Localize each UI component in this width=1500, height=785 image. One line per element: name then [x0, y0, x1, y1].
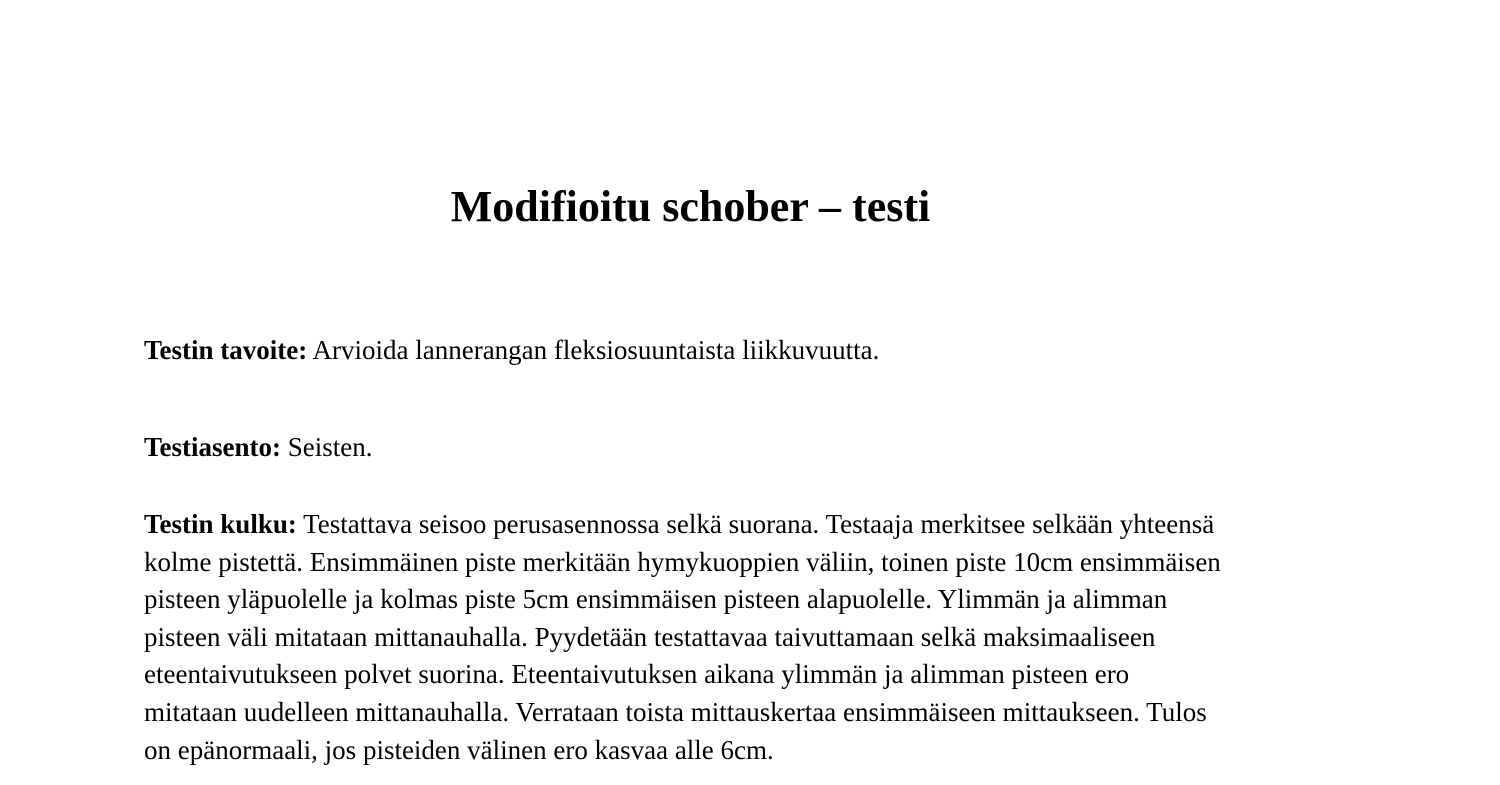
- section-testiasento: [144, 429, 373, 467]
- line-text: Testattava seisoo perusasennossa selkä suorana. Testaaja merkitsee selkään yhteensä: [296, 509, 1215, 539]
- section-tavoite: [144, 332, 879, 370]
- paragraph-line: on epänormaali, jos pisteiden välinen ero kasvaa alle 6cm.: [144, 734, 774, 765]
- section-text: Seisten.: [281, 432, 373, 462]
- section-label: Testiasento:: [144, 432, 282, 462]
- section-label: Testin tavoite:: [144, 335, 308, 365]
- paragraph-line: pisteen väli mitataan mittanauhalla. Pyydetään testattavaa taivuttamaan selkä maksimaaliseen: [144, 621, 1156, 652]
- section-text: Arvioida lannerangan fleksiosuuntaista liikkuvuutta.: [307, 335, 880, 365]
- section-kulku: [144, 506, 1221, 769]
- paragraph-line: pisteen yläpuolelle ja kolmas piste 5cm ensimmäisen pisteen alapuolelle. Ylimmän ja alimman: [144, 584, 1168, 615]
- document-title: Modifioitu schober – testi: [450, 182, 931, 231]
- paragraph-line: kolme pistettä. Ensimmäinen piste merkitään hymykuoppien väliin, toinen piste 10cm ensimmäisen: [144, 546, 1221, 577]
- paragraph-line: mitataan uudelleen mittanauhalla. Verrataan toista mittauskertaa ensimmäiseen mittaukseen. Tulos: [144, 696, 1207, 727]
- section-label: Testin kulku:: [144, 509, 297, 539]
- paragraph-line: [144, 506, 1221, 544]
- paragraph-line: eteentaivutukseen polvet suorina. Eteentaivutuksen aikana ylimmän ja alimman pisteen ero: [144, 659, 1130, 690]
